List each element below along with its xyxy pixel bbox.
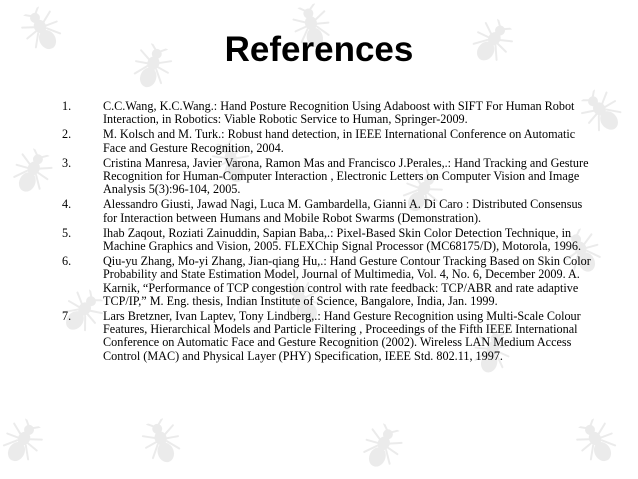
reference-item — [0, 157, 638, 197]
reference-text: Alessandro Giusti, Jawad Nagi, Luca M. Gambardella, Gianni A. Di Caro : Distributed Consensus for Interaction between Humans and Mobile Robot Swarms (Demonstration). — [103, 197, 583, 225]
reference-item — [0, 198, 638, 224]
reference-number: 5. — [62, 225, 72, 240]
reference-text: Cristina Manresa, Javier Varona, Ramon Mas and Francisco J.Perales,.: Hand Tracking and Gesture Recognition for Human-Computer Interaction , Electronic Letters on Computer Vision and Image Analysis 5(3):96-104, 2005. — [103, 155, 589, 197]
reference-text: Lars Bretzner, Ivan Laptev, Tony Lindberg,.: Hand Gesture Recognition using Multi-Scale Colour Features, Hierarchical Models and Particle Filtering , Proceedings of the Fifth IEEE International Conference on Automatic Face and Gesture Recognition (2002). Wireless LAN Medium Access Control (MAC) and Physical Layer (PHY) Specification, IEEE Std. 802.11, 1997. — [103, 309, 581, 363]
reference-text: C.C.Wang, K.C.Wang.: Hand Posture Recognition Using Adaboost with SIFT For Human Robot Interaction, in Robotics: Viable Robotic Service to Human, Springer-2009. — [103, 99, 575, 127]
reference-number: 6. — [62, 254, 72, 269]
reference-number: 2. — [62, 127, 72, 142]
reference-list — [0, 100, 638, 365]
ant-icon — [134, 414, 190, 470]
reference-item — [0, 310, 638, 363]
slide-title: References — [224, 30, 414, 69]
reference-item — [0, 255, 638, 308]
reference-text: Qiu-yu Zhang, Mo-yi Zhang, Jian-qiang Hu,.: Hand Gesture Contour Tracking Based on Skin Color Probability and State Estimation Model, Journal of Multimedia, Vol. 4, No. 6, December 2009. A. Karnik, “Performance of TCP congestion control with rate feedback: TCP/ABR and rate adaptive TCP/IP,” M. Eng. thesis, Indian Institute of Science, Bangalore, India, Jan. 1999. — [103, 254, 591, 308]
reference-number: 3. — [62, 155, 72, 170]
reference-item — [0, 128, 638, 154]
reference-item — [0, 100, 638, 126]
ant-icon — [353, 418, 411, 476]
reference-item — [0, 227, 638, 253]
reference-text: Ihab Zaqout, Roziati Zainuddin, Sapian Baba,.: Pixel-Based Skin Color Detection Technique, in Machine Graphics and Vision, 2005. FLEXChip Signal Processor (MC68175/D), Motorola, 1996. — [103, 225, 582, 254]
reference-text: M. Kolsch and M. Turk.: Robust hand detection, in IEEE International Conference on Automatic Face and Gesture Recognition, 2004. — [103, 127, 576, 155]
reference-number: 1. — [62, 99, 72, 113]
reference-number: 7. — [62, 309, 72, 324]
ant-icon — [567, 412, 627, 472]
ant-icon — [0, 412, 52, 472]
reference-number: 4. — [62, 197, 72, 212]
